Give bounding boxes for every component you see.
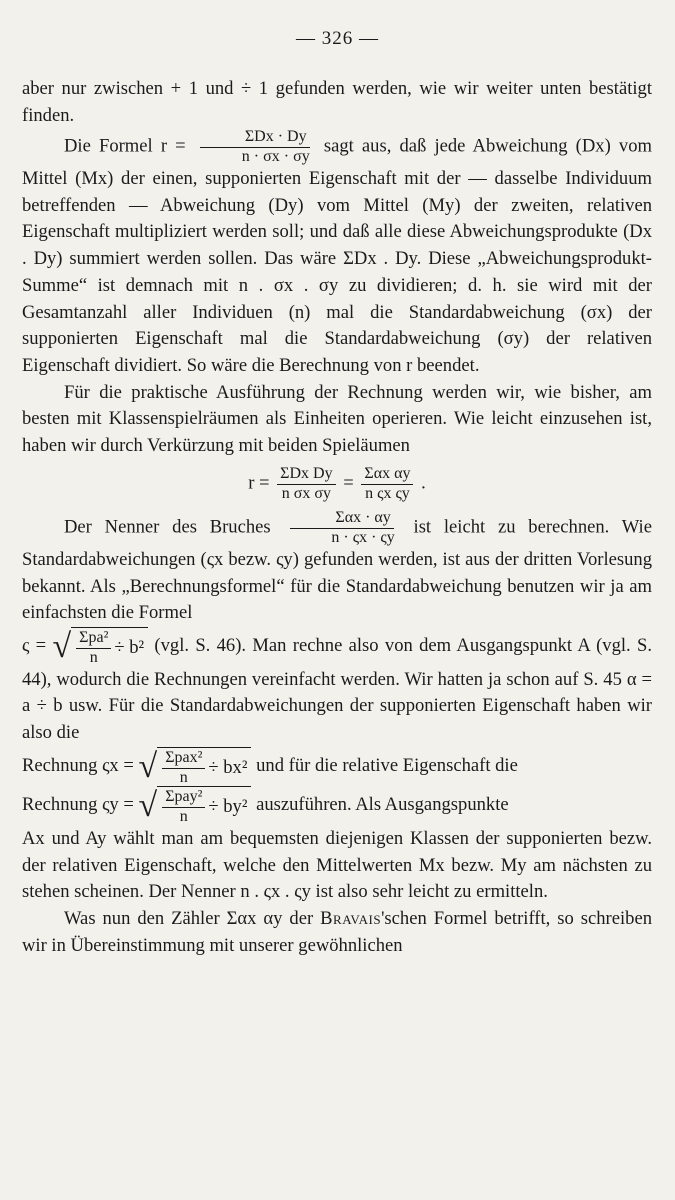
paragraph-2: [22, 129, 652, 379]
inline-fraction-bruch: [286, 510, 397, 547]
paragraph-3: Für die praktische Ausführung der Rechnung werden wir, wie bisher, am besten mit Klassenspielräumen als Einheiten operieren. Wie leicht einzusehen ist, haben wir durch Verkürzung mit beiden Spieläumen: [22, 381, 652, 457]
square-root: [139, 786, 252, 826]
paragraph-6: [22, 906, 652, 959]
root-sign: √: [138, 787, 158, 825]
page-number: — 326 —: [296, 28, 379, 49]
formula-text: (vgl. S. 46). Man rechne also von dem Ausgangspunkt A (vgl. S. 44), wodurch die Rechnungen vereinfacht werden. Wir hatten ja schon auf S. 45 α = a ÷ b usw. Für die Standardabweichungen der supponierten Eigenschaft haben wir also die: [22, 635, 652, 744]
sigma-lhs: ς =: [22, 635, 47, 657]
sigma-x-lhs: ςx =: [102, 754, 134, 776]
equation-end: .: [421, 472, 426, 494]
fraction-denominator: n: [89, 648, 98, 666]
equation-lhs: r =: [248, 472, 270, 494]
equation-fraction-2: [361, 466, 413, 503]
page-body: [22, 76, 652, 959]
fraction-denominator: n: [179, 768, 188, 786]
fraction-numerator: Σpa²: [76, 630, 111, 649]
paragraph-5: Ax und Ay wählt man am bequemsten diejenigen Klassen der supponierten bezw. der relativen Eigenschaft, welche den Mittelwerten Mx bezw. My am nächsten zu stehen scheinen. Der Nenner n . ςx . ςy ist also sehr leicht zu ermitteln.: [22, 827, 652, 903]
fraction-denominator: n · σx · σy: [241, 148, 310, 166]
root-minus-term: ÷ b²: [114, 636, 145, 658]
paragraph-rechnung-y: [22, 786, 652, 826]
root-fraction: [162, 750, 205, 787]
fraction-numerator: ΣDx Dy: [277, 466, 335, 485]
rechnung-y-text: auszuführen. Als Ausgangspunkte: [256, 794, 509, 816]
fraction-denominator: n: [179, 808, 188, 826]
root-fraction: [162, 789, 205, 826]
paragraph-6-text: 'schen Formel betrifft, so schreiben wir in Übereinstimmung mit unserer gewöhnlichen: [22, 908, 652, 956]
paragraph-1: aber nur zwischen + 1 und ÷ 1 gefunden werden, wie wir weiter unten bestätigt finden.: [22, 78, 652, 126]
paragraph-4: [22, 510, 652, 627]
fraction-numerator: Σpay²: [162, 789, 205, 808]
root-fraction: [76, 630, 111, 667]
paragraph-rechnung-x: [22, 747, 652, 787]
author-name-bravais: Bravais: [320, 908, 382, 930]
formula-intro: Die Formel r =: [64, 135, 186, 157]
paragraph-2-text: sagt aus, daß jede Abweichung (Dx) vom Mittel (Mx) der einen, supponierten Eigenschaft mit der — dasselbe Individuum betreffenden — Abweichung (Dy) vom Mittel (My) der zweiten, relativen Eigenschaft multipliziert werden soll; und daß alle diese Abweichungsprodukte (Dx . Dy) summiert werden sollen. Das wäre ΣDx . Dy. Diese „Abweichungsprodukt-Summe“ ist demnach mit n . σx . σy zu dividieren; d. h. sie wird mit der Gesamtanzahl aller Individuen (n) mal die Standardabweichung (σx) der supponierten Eigenschaft mal die Standardabweichung (σy) der relativen Eigenschaft dividiert. So wäre die Berechnung von r beendet.: [22, 135, 652, 376]
inline-fraction-r: [197, 129, 313, 166]
root-sign: √: [138, 747, 158, 785]
root-sign: √: [52, 627, 72, 665]
paragraph-4-text: ist leicht zu berechnen. Wie Standardabweichungen (ςx bezw. ςy) gefunden werden, ist aus der dritten Vorlesung bekannt. Als „Berechnungsformel“ für die Standardabweichung benutzen wir ja am einfachsten die Formel: [22, 516, 652, 624]
paragraph-4-intro: Der Nenner des Bruches: [64, 516, 271, 538]
fraction-numerator: Σαx αy: [361, 466, 413, 485]
fraction-numerator: Σαx · αy: [290, 510, 393, 529]
rechnung-word: Rechnung: [22, 794, 98, 816]
sigma-y-lhs: ςy =: [102, 794, 134, 816]
rechnung-word: Rechnung: [22, 754, 98, 776]
rechnung-x-text: und für die relative Eigenschaft die: [256, 754, 518, 776]
square-root: [139, 747, 252, 787]
root-minus-term: ÷ bx²: [208, 756, 248, 778]
fraction-numerator: ΣDx · Dy: [200, 129, 310, 148]
display-equation: [22, 466, 652, 503]
fraction-denominator: n ςx ςy: [365, 484, 410, 502]
equation-fraction-1: [277, 466, 335, 503]
square-root: [52, 627, 148, 667]
fraction-numerator: Σpax²: [162, 750, 205, 769]
fraction-denominator: n · ςx · ςy: [331, 529, 395, 547]
equals-sign: =: [343, 472, 354, 494]
fraction-denominator: n σx σy: [281, 484, 331, 502]
root-minus-term: ÷ by²: [208, 796, 248, 818]
paragraph-6-intro: Was nun den Zähler Σαx αy der: [64, 908, 314, 930]
paragraph-formula-sigma: [22, 627, 652, 747]
